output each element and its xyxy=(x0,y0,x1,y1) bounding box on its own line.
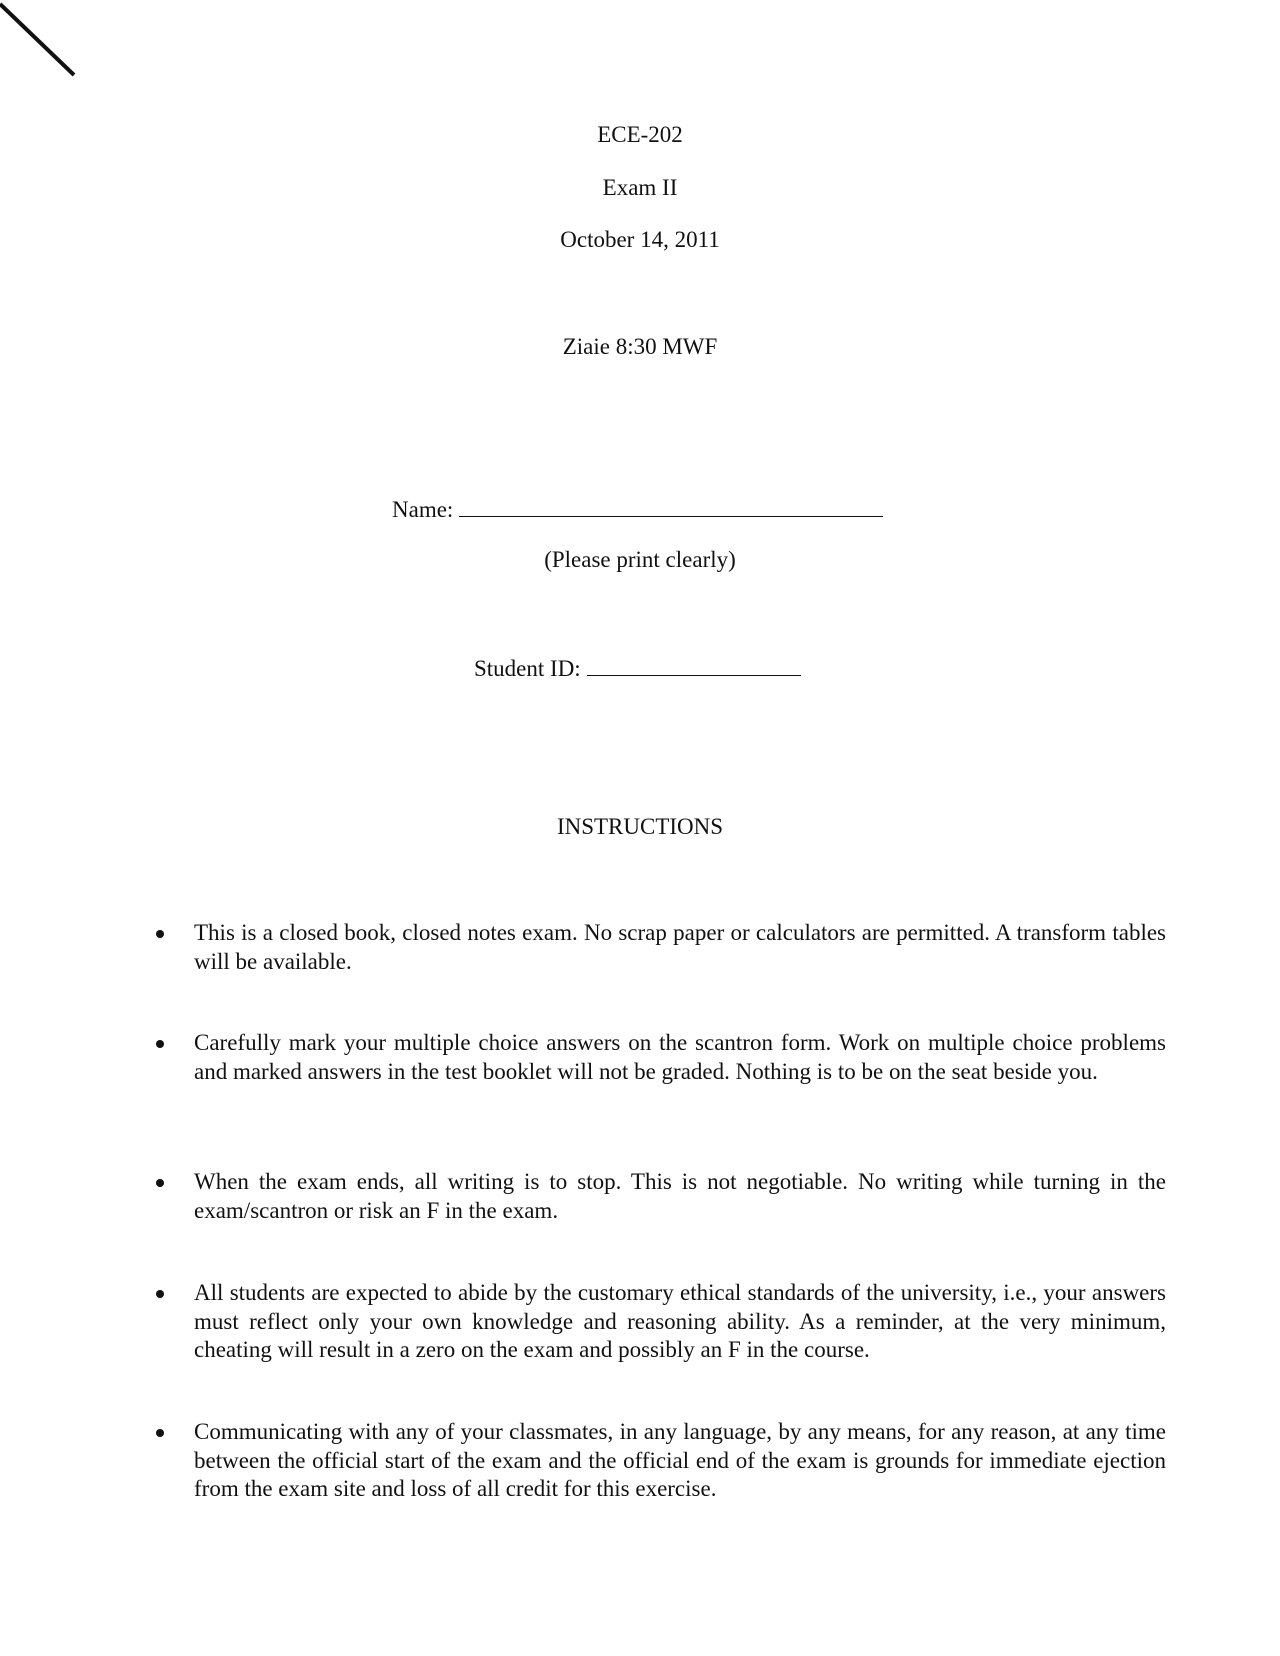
instruction-text: This is a closed book, closed notes exam. No scrap paper or calculators are permitted. A transform tables will be available. xyxy=(194,920,1166,974)
bullet-icon xyxy=(156,1040,164,1048)
instruction-text: All students are expected to abide by the customary ethical standards of the university, i.e., your answers must reflect only your own knowledge and reasoning ability. As a reminder, at the very minimum, cheating will result in a zero on the exam and possibly an F in the course. xyxy=(194,1280,1166,1362)
bullet-icon xyxy=(156,1290,164,1298)
student-id-label: Student ID: xyxy=(474,656,581,681)
name-field xyxy=(392,494,883,524)
instruction-item xyxy=(194,1029,1166,1086)
section-info: Ziaie 8:30 MWF xyxy=(562,334,718,359)
instruction-item xyxy=(194,1279,1166,1365)
name-blank[interactable] xyxy=(459,494,883,517)
instruction-text: When the exam ends, all writing is to stop. This is not negotiable. No writing while turning in the exam/scantron or risk an F in the exam. xyxy=(194,1169,1166,1223)
bullet-icon xyxy=(156,930,164,938)
name-note: (Please print clearly) xyxy=(544,547,736,572)
instruction-item xyxy=(194,919,1166,976)
student-id-blank[interactable] xyxy=(587,653,801,676)
exam-date: October 14, 2011 xyxy=(560,227,720,252)
bullet-icon xyxy=(156,1179,164,1187)
name-label: Name: xyxy=(392,497,454,522)
staple-mark xyxy=(0,0,90,90)
instruction-item xyxy=(194,1418,1166,1504)
course-code: ECE-202 xyxy=(597,122,683,147)
instructions-heading: INSTRUCTIONS xyxy=(556,814,724,839)
exam-title: Exam II xyxy=(602,175,678,200)
instruction-text: Communicating with any of your classmates, in any language, by any means, for any reason, at any time between the official start of the exam and the official end of the exam is grounds for immediate ejection from the exam site and loss of all credit for this exercise. xyxy=(194,1419,1166,1501)
student-id-field xyxy=(474,653,801,683)
bullet-icon xyxy=(156,1429,164,1437)
instruction-text: Carefully mark your multiple choice answers on the scantron form. Work on multiple choice problems and marked answers in the test booklet will not be graded. Nothing is to be on the seat beside you. xyxy=(194,1030,1166,1084)
instruction-item xyxy=(194,1168,1166,1225)
